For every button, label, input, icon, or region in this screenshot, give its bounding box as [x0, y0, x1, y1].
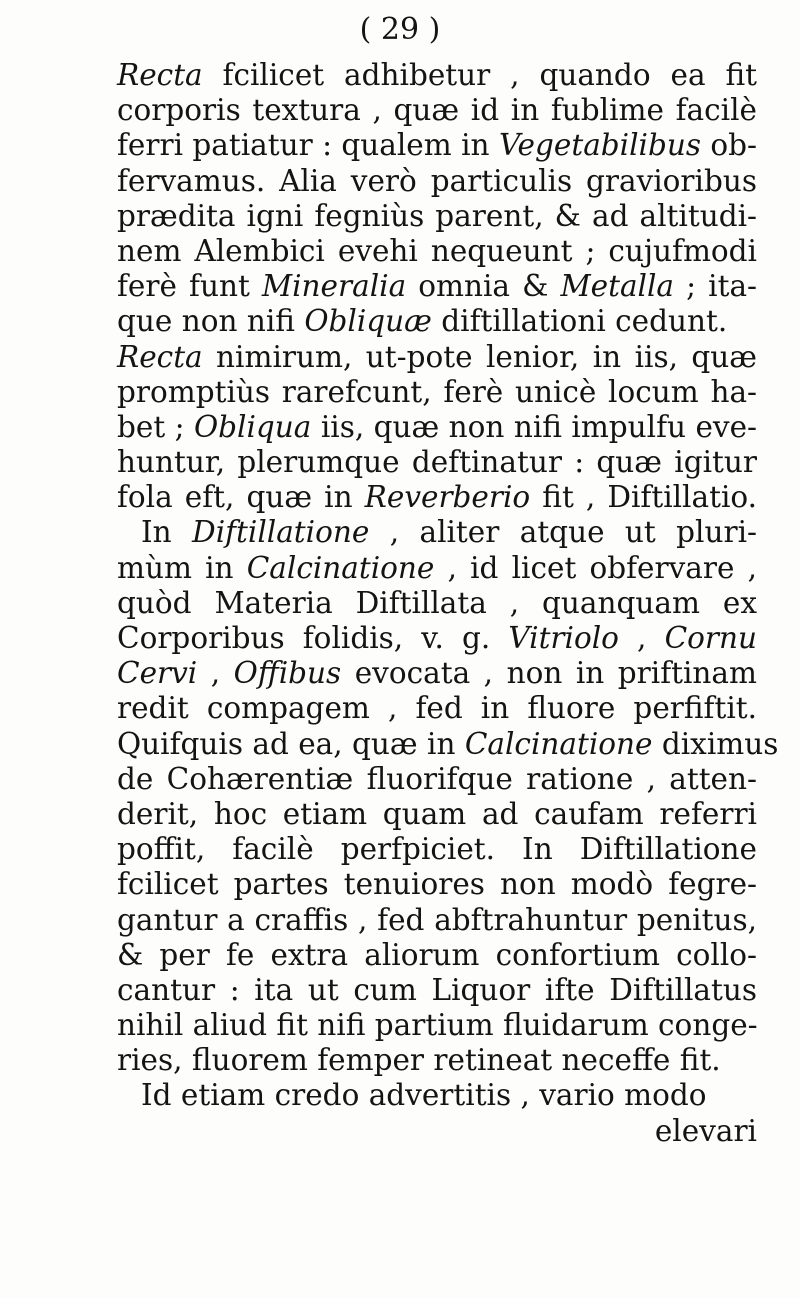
text-run: gantur a craffis , fed abftrahuntur penitus,: [117, 902, 757, 937]
text-run: nimirum, ut-pote lenior, in iis, quæ: [202, 339, 757, 374]
text-run: de Cohærentiæ fluorifque ratione , atten-: [117, 761, 757, 796]
italic-term: Metalla: [560, 269, 675, 304]
text-run: prædita igni fegniùs parent, & ad altitudi-: [117, 198, 757, 233]
text-run: diximus: [652, 726, 779, 761]
text-run: fcilicet adhibetur , quando ea fit: [202, 58, 757, 92]
text-line: [117, 304, 757, 339]
text-line: [117, 1114, 757, 1149]
text-run: ferè funt: [117, 269, 262, 304]
text-line: [117, 1078, 757, 1113]
text-run: elevari: [654, 1113, 757, 1148]
text-run: & per fe extra aliorum confortium collo-: [117, 937, 757, 972]
text-run: diftillationi cedunt.: [431, 304, 728, 339]
text-line: [117, 93, 757, 128]
text-run: Id etiam credo advertitis , vario modo: [141, 1078, 707, 1113]
text-run: cantur : ita ut cum Liquor ifte Diftillatus: [117, 972, 757, 1007]
text-line: [117, 410, 757, 445]
text-run: Corporibus folidis, v. g.: [117, 621, 509, 655]
text-line: [117, 58, 757, 93]
text-run: iis, quæ non nifi impulfu eve-: [311, 409, 757, 444]
text-run: bet ;: [117, 409, 194, 444]
italic-term: Reverberio: [364, 480, 531, 515]
italic-term: Calcinatione: [464, 726, 653, 761]
italic-term: Offibus: [233, 656, 342, 691]
text-run: mùm in: [117, 550, 247, 585]
text-run: ,: [197, 656, 234, 691]
text-line: [117, 445, 757, 480]
text-line: [117, 551, 757, 586]
text-line: [117, 586, 757, 621]
text-line: [117, 375, 757, 410]
text-run: In: [141, 515, 193, 550]
text-line: [117, 1043, 757, 1078]
text-run: redit compagem , fed in fluore perfiftit.: [117, 691, 757, 726]
text-run: corporis textura , quæ id in fublime facilè: [117, 93, 757, 128]
text-line: [117, 691, 757, 726]
italic-term: Cervi: [117, 656, 198, 691]
text-run: , id licet obfervare ,: [434, 550, 757, 585]
page-number: ( 29 ): [359, 12, 441, 47]
text-run: evocata , non in priftinam: [341, 656, 757, 691]
text-line: [117, 515, 757, 550]
text-line: [117, 234, 757, 269]
body-text: [117, 58, 779, 1149]
text-run: nem Alembici evehi nequeunt ; cujufmodi: [117, 233, 757, 268]
text-line: [117, 269, 757, 304]
text-line: [117, 480, 757, 515]
text-line: [117, 340, 757, 375]
text-run: ries, fluorem femper retineat neceffe fit.: [117, 1043, 721, 1078]
italic-term: Recta: [117, 58, 203, 92]
text-line: [117, 726, 779, 762]
text-line: [117, 832, 757, 867]
text-line: [117, 797, 757, 832]
text-run: ,: [618, 621, 665, 655]
text-run: fervamus. Alia verò particulis gravioribus: [117, 163, 757, 198]
text-run: huntur, plerumque deftinatur : quæ igitur: [117, 445, 757, 480]
italic-term: Recta: [117, 339, 203, 374]
italic-term: Calcinatione: [246, 550, 435, 585]
text-run: fola eft, quæ in: [117, 480, 365, 515]
text-run: nihil aliud fit nifi partium fluidarum conge-: [117, 1008, 758, 1043]
text-line: [117, 1008, 757, 1043]
text-line: [117, 973, 757, 1008]
text-run: promptiùs rarefcunt, ferè unicè locum ha-: [117, 374, 757, 409]
text-run: fcilicet partes tenuiores non modò fegre-: [117, 867, 757, 902]
italic-term: Cornu: [664, 621, 757, 655]
italic-term: Vitriolo: [508, 621, 619, 655]
text-line: [117, 128, 757, 163]
text-line: [117, 656, 757, 691]
italic-term: Vegetabilibus: [498, 128, 701, 163]
italic-term: Obliquæ: [304, 304, 432, 339]
italic-term: Diftillatione: [192, 515, 370, 550]
text-run: ob-: [701, 128, 757, 163]
text-line: [117, 903, 757, 938]
text-run: ; ita-: [674, 269, 757, 304]
text-run: omnia &: [406, 269, 561, 304]
text-line: [117, 762, 757, 797]
text-line: [117, 867, 757, 902]
text-run: fit , Diftillatio.: [530, 480, 757, 515]
text-run: quòd Materia Diftillata , quanquam ex: [117, 585, 757, 620]
text-line: [117, 199, 757, 234]
text-line: [117, 938, 757, 973]
italic-term: Obliqua: [193, 409, 312, 444]
text-line: [117, 164, 757, 199]
text-run: , aliter atque ut pluri-: [369, 515, 757, 550]
text-run: ferri patiatur : qualem in: [117, 128, 499, 163]
text-run: poffit, facilè perfpiciet. In Diftillatione: [117, 832, 757, 867]
text-run: derit, hoc etiam quam ad caufam referri: [117, 796, 757, 831]
italic-term: Mineralia: [261, 269, 407, 304]
text-line: [117, 621, 757, 656]
text-run: que non nifi: [117, 304, 305, 339]
text-run: Quifquis ad ea, quæ in: [117, 726, 465, 761]
